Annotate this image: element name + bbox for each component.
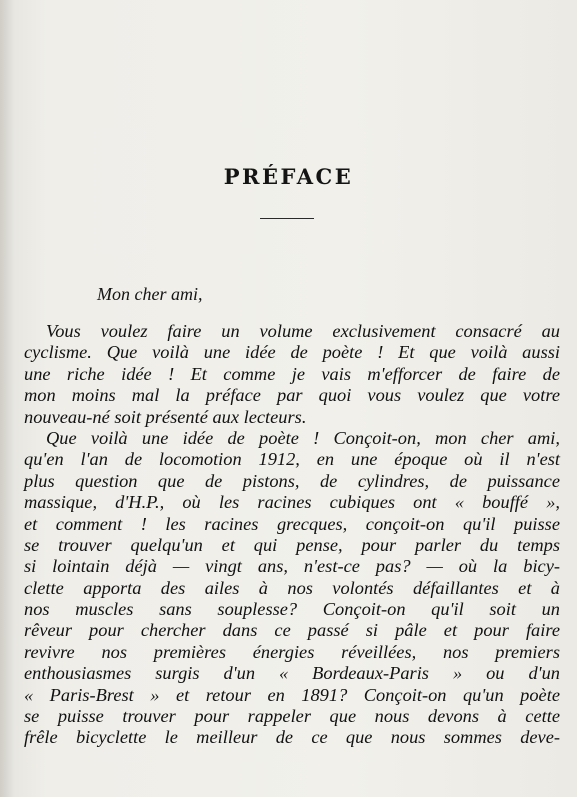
text-line: revivre nos premières énergies réveillées, nos premiers [24, 641, 560, 662]
text-line: massique, d'H.P., où les racines cubiques ont « bouffé », [24, 492, 560, 513]
page-title: PRÉFACE [223, 164, 354, 189]
text-line: qu'en l'an de locomotion 1912, en une époque où il n'est [24, 449, 560, 470]
text-line: se trouver quelqu'un et qui pense, pour parler du temps [24, 534, 560, 555]
text-line: rêveur pour chercher dans ce passé si pâle et pour faire [24, 620, 560, 641]
text-line: nos muscles sans souplesse? Conçoit-on qu'il soit un [24, 599, 560, 620]
text-line: « Paris-Brest » et retour en 1891? Conçoit-on qu'un poète [24, 684, 560, 705]
text-line: se puisse trouver pour rappeler que nous devons à cette [24, 706, 560, 727]
text-line: clette apporta des ailes à nos volontés défaillantes et à [24, 577, 560, 598]
text-line: Que voilà une idée de poète ! Conçoit-on, mon cher ami, [46, 427, 560, 448]
text-line: si lointain déjà — vingt ans, n'est-ce pas? — où la bicy- [24, 556, 560, 577]
text-line: cyclisme. Que voilà une idée de poète ! Et que voilà aussi [24, 342, 560, 363]
text-line: mon moins mal la préface par quoi vous voulez que votre [24, 385, 560, 406]
title-divider [260, 218, 314, 219]
preface-body [24, 321, 560, 749]
text-line: et comment ! les racines grecques, conçoit-on qu'il puisse [24, 513, 560, 534]
text-line: Vous voulez faire un volume exclusivement consacré au [46, 321, 560, 341]
text-line: enthousiasmes surgis d'un « Bordeaux-Paris » ou d'un [24, 663, 560, 684]
text-line: une riche idée ! Et comme je vais m'efforcer de faire de [24, 363, 560, 384]
text-line: frêle bicyclette le meilleur de ce que nous sommes deve- [24, 727, 560, 748]
text-line: nouveau-né soit présenté aux lecteurs. [24, 406, 307, 427]
page-gutter-shadow [0, 0, 14, 797]
salutation: Mon cher ami, [97, 284, 203, 304]
text-line: plus question que de pistons, de cylindres, de puissance [24, 470, 560, 491]
